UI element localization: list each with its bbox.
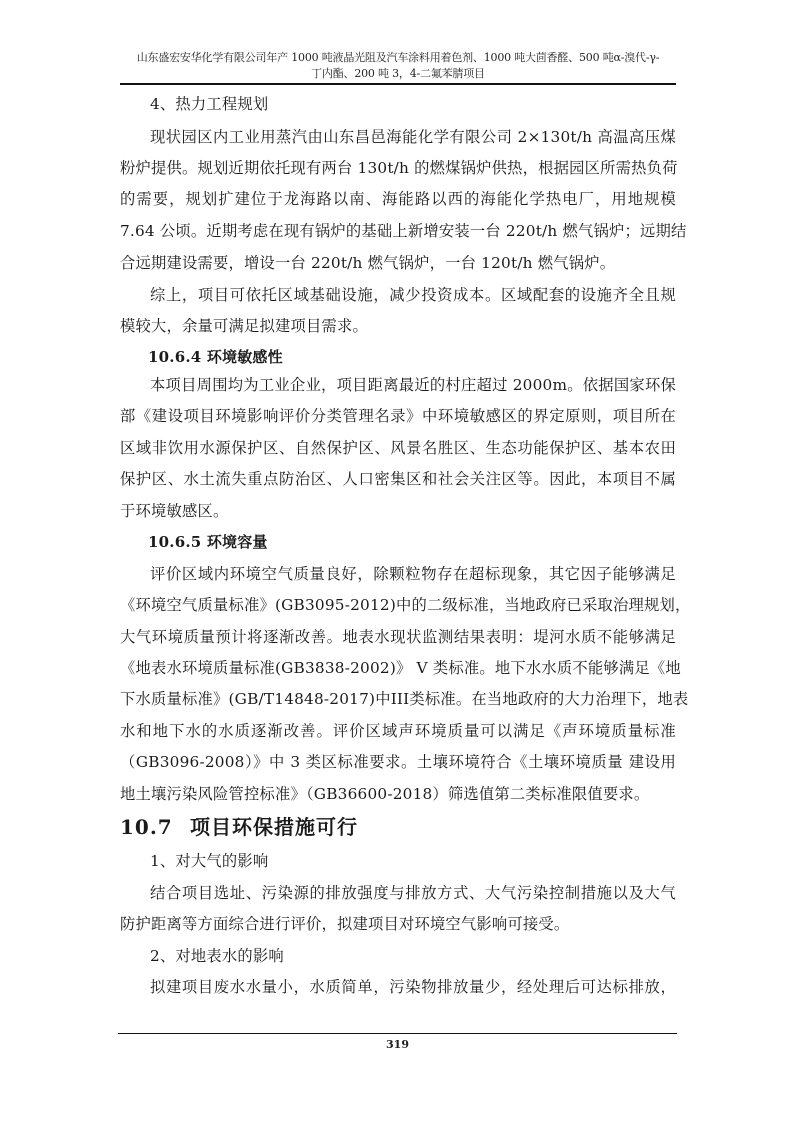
paragraph-line: 7.64 公顷。近期考虑在现有锅炉的基础上新增安装一台 220t/h 燃气锅炉；远期结 — [120, 222, 687, 240]
page-header — [120, 50, 676, 82]
paragraph-line: 评价区域内环境空气质量良好，除颗粒物存在超标现象，其它因子能够满足 — [150, 565, 676, 583]
page-number: 319 — [386, 1038, 409, 1051]
item-heading-air-impact: 1、对大气的影响 — [150, 852, 269, 870]
section-heading-10-6-4: 10.6.4 环境敏感性 — [148, 348, 283, 366]
paragraph-line: 防护距离等方面综合进行评价，拟建项目对环境空气影响可接受。 — [120, 915, 570, 933]
paragraph-line: 模较大，余量可满足拟建项目需求。 — [120, 317, 368, 335]
paragraph-line: 本项目周围均为工业企业，项目距离最近的村庄超过 2000m。依据国家环保 — [150, 376, 676, 394]
paragraph-line: 部《建设项目环境影响评价分类管理名录》中环境敏感区的界定原则，项目所在 — [120, 407, 676, 425]
paragraph-line: 《地表水环境质量标准(GB3838-2002)》 V 类标准。地下水水质不能够满足《地 — [120, 659, 681, 677]
paragraph-line: 保护区、水土流失重点防治区、人口密集区和社会关注区等。因此，本项目不属 — [120, 470, 676, 488]
section-heading-10-6-5: 10.6.5 环境容量 — [148, 533, 268, 551]
paragraph-line: 地土壤污染风险管控标准》（GB36600-2018）筛选值第二类标准限值要求。 — [120, 785, 650, 803]
paragraph-line: （GB3096-2008）》中 3 类区标准要求。土壤环境符合《土壤环境质量 建设用 — [120, 753, 676, 771]
header-rule — [120, 83, 676, 85]
paragraph-line: 于环境敏感区。 — [120, 502, 229, 520]
paragraph-line: 大气环境质量预计将逐渐改善。地表水现状监测结果表明：堤河水质不能够满足 — [120, 628, 676, 646]
section-number: 10.7 — [120, 815, 173, 839]
item-heading-thermal-planning: 4、热力工程规划 — [150, 95, 269, 113]
item-heading-surface-water-impact: 2、对地表水的影响 — [150, 947, 284, 965]
section-heading-10-7 — [120, 815, 676, 839]
header-title-line-2: 丁内酯、200 吨 3，4-二氟苯腈项目 — [311, 67, 485, 80]
paragraph-line: 水和地下水的水质逐渐改善。评价区域声环境质量可以满足《声环境质量标准 — [120, 722, 676, 740]
section-title: 项目环保措施可行 — [190, 815, 358, 839]
paragraph-line: 粉炉提供。规划近期依托现有两台 130t/h 的燃煤锅炉供热，根据园区所需热负荷 — [120, 159, 678, 177]
footer-rule — [118, 1033, 677, 1034]
paragraph-line: 综上，项目可依托区域基础设施，减少投资成本。区域配套的设施齐全且规 — [150, 286, 676, 304]
paragraph-line: 结合项目选址、污染源的排放强度与排放方式、大气污染控制措施以及大气 — [150, 884, 676, 902]
header-title-line-1: 山东盛宏安华化学有限公司年产 1000 吨液晶光阻及汽车涂料用着色剂、1000 吨大茴香醛、500 吨α-溴代-γ- — [136, 51, 660, 64]
paragraph-line: 《环境空气质量标准》(GB3095-2012)中的二级标准，当地政府已采取治理规划， — [120, 596, 691, 614]
paragraph-line: 现状园区内工业用蒸汽由山东昌邑海能化学有限公司 2×130t/h 高温高压煤 — [150, 128, 676, 146]
paragraph-line: 下水质量标准》(GB/T14848-2017)中III类标准。在当地政府的大力治理下，地表 — [120, 690, 689, 708]
paragraph-line: 拟建项目废水水量小，水质简单，污染物排放量少，经处理后可达标排放， — [150, 978, 676, 996]
paragraph-line: 的需要，规划扩建位于龙海路以南、海能路以西的海能化学热电厂，用地规模 — [120, 190, 676, 208]
paragraph-line: 区域非饮用水源保护区、自然保护区、风景名胜区、生态功能保护区、基本农田 — [120, 439, 676, 457]
paragraph-line: 合远期建设需要，增设一台 220t/h 燃气锅炉，一台 120t/h 燃气锅炉。 — [120, 254, 616, 272]
